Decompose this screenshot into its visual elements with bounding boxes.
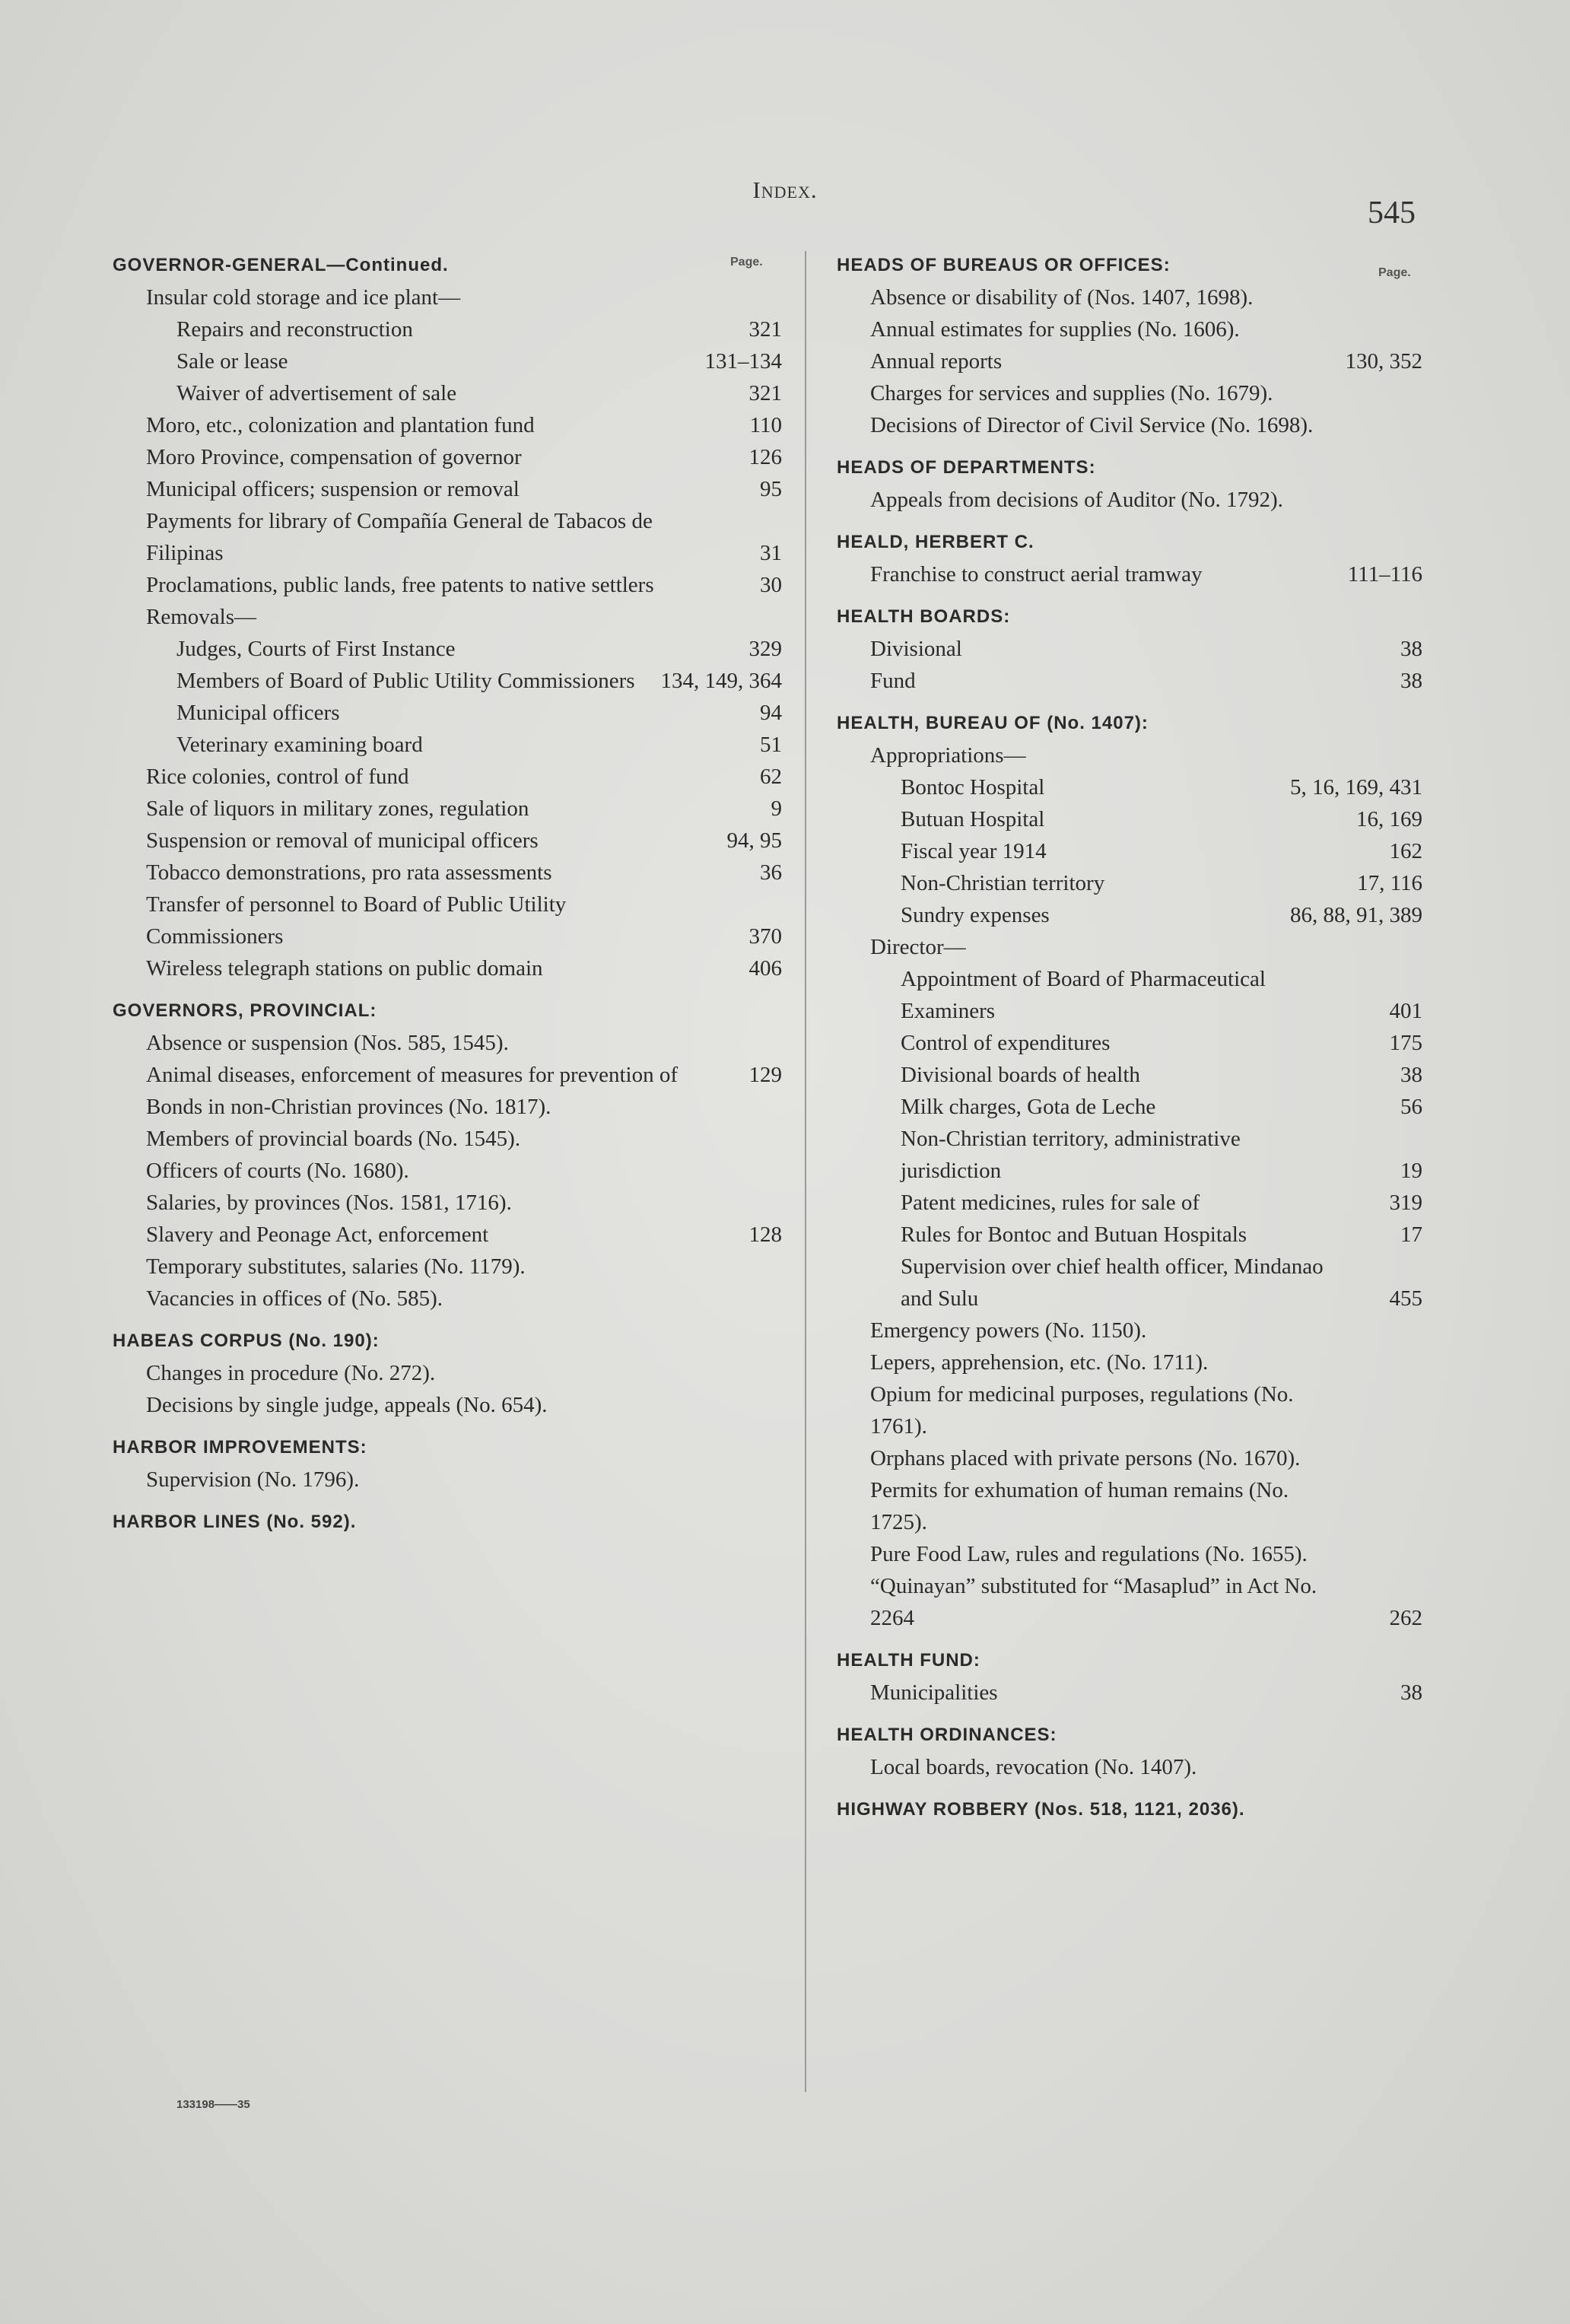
index-entry xyxy=(837,1123,1422,1187)
entry-text: Milk charges, Gota de Leche xyxy=(901,1095,1156,1119)
entry-text: Sale or lease xyxy=(176,349,288,374)
index-entry xyxy=(113,1187,782,1219)
index-entry xyxy=(837,1570,1422,1634)
index-entry xyxy=(837,345,1422,377)
index-entry xyxy=(837,1751,1422,1783)
entry-text: Officers of courts (No. 1680). xyxy=(146,1159,409,1183)
index-entry xyxy=(837,739,1422,771)
entry-text: Opium for medicinal purposes, regulations (No. 1761). xyxy=(870,1382,1294,1439)
index-heading xyxy=(113,1506,782,1538)
index-entry xyxy=(837,558,1422,590)
index-entry xyxy=(837,1442,1422,1474)
entry-pages: 9 xyxy=(771,796,782,821)
entry-text: Rice colonies, control of fund xyxy=(146,765,409,789)
entry-pages: 17 xyxy=(1400,1222,1422,1247)
entry-text: Non-Christian territory, administrative jurisdiction xyxy=(901,1127,1241,1183)
index-heading xyxy=(113,250,782,281)
entry-text: Fiscal year 1914 xyxy=(901,839,1047,863)
entry-pages: 38 xyxy=(1400,1680,1422,1705)
index-entry xyxy=(113,1059,782,1091)
entry-pages: 17, 116 xyxy=(1357,871,1422,895)
entry-text: Moro, etc., colonization and plantation fund xyxy=(146,413,535,437)
entry-text: Changes in procedure (No. 272). xyxy=(146,1361,436,1385)
entry-pages: 401 xyxy=(1389,999,1422,1023)
index-entry xyxy=(837,377,1422,409)
entry-text: Salaries, by provinces (Nos. 1581, 1716). xyxy=(146,1191,512,1215)
entry-text: Decisions by single judge, appeals (No. 654). xyxy=(146,1393,548,1417)
page-number: 545 xyxy=(1368,196,1416,230)
entry-text: Municipalities xyxy=(870,1680,998,1705)
entry-pages: 38 xyxy=(1400,669,1422,693)
entry-text: Wireless telegraph stations on public domain xyxy=(146,956,543,981)
entry-text: Members of provincial boards (No. 1545). xyxy=(146,1127,521,1151)
index-heading xyxy=(113,1325,782,1357)
entry-pages: 129 xyxy=(748,1063,782,1087)
entry-pages: 38 xyxy=(1400,637,1422,661)
entry-text: Tobacco demonstrations, pro rata assessments xyxy=(146,860,552,885)
entry-text: Non-Christian territory xyxy=(901,871,1105,895)
entry-text: Members of Board of Public Utility Commissioners xyxy=(176,669,635,693)
entry-text: Divisional xyxy=(870,637,962,661)
entry-text: Removals— xyxy=(146,605,256,629)
index-entry xyxy=(113,441,782,473)
entry-text: Payments for library of Compañía General de Tabacos de Filipinas xyxy=(146,509,653,565)
index-entry xyxy=(837,1251,1422,1315)
entry-text: HEALTH, BUREAU OF (No. 1407): xyxy=(837,713,1149,733)
index-entry xyxy=(837,1346,1422,1378)
entry-pages: 175 xyxy=(1389,1031,1422,1055)
index-entry xyxy=(113,665,782,697)
index-entry xyxy=(113,952,782,984)
entry-text: Municipal officers xyxy=(176,701,340,725)
entry-text: Charges for services and supplies (No. 1679). xyxy=(870,381,1273,405)
index-entry xyxy=(837,1538,1422,1570)
index-heading xyxy=(837,1794,1422,1826)
entry-text: Judges, Courts of First Instance xyxy=(176,637,456,661)
entry-text: GOVERNORS, PROVINCIAL: xyxy=(113,1000,377,1021)
index-entry xyxy=(113,377,782,409)
entry-text: Proclamations, public lands, free patents to native settlers xyxy=(146,573,654,597)
entry-text: “Quinayan” substituted for “Masaplud” in Act No. 2264 xyxy=(870,1574,1317,1630)
entry-pages: 321 xyxy=(748,317,782,342)
entry-text: Emergency powers (No. 1150). xyxy=(870,1318,1147,1343)
entry-pages: 131–134 xyxy=(704,349,782,374)
entry-text: Vacancies in offices of (No. 585). xyxy=(146,1286,443,1311)
entry-text: Bontoc Hospital xyxy=(901,775,1045,800)
index-entry xyxy=(113,409,782,441)
index-entry xyxy=(837,409,1422,441)
right-column xyxy=(837,239,1422,1826)
entry-pages: 30 xyxy=(760,573,782,597)
index-heading xyxy=(837,1645,1422,1677)
entry-text: HEALTH ORDINANCES: xyxy=(837,1725,1057,1745)
entry-text: HEALTH FUND: xyxy=(837,1650,980,1671)
entry-pages: 5, 16, 169, 431 xyxy=(1290,775,1422,800)
index-entry xyxy=(113,1219,782,1251)
index-entry xyxy=(113,1283,782,1315)
entry-pages: 329 xyxy=(748,637,782,661)
entry-text: Divisional boards of health xyxy=(901,1063,1140,1087)
entry-text: Annual reports xyxy=(870,349,1003,374)
entry-text: Supervision (No. 1796). xyxy=(146,1467,360,1492)
index-entry xyxy=(837,867,1422,899)
index-entry xyxy=(837,313,1422,345)
entry-text: Pure Food Law, rules and regulations (No. 1655). xyxy=(870,1542,1308,1566)
index-entry xyxy=(113,1357,782,1389)
entry-pages: 19 xyxy=(1400,1159,1422,1183)
entry-pages: 62 xyxy=(760,765,782,789)
entry-pages: 51 xyxy=(760,733,782,757)
entry-text: Moro Province, compensation of governor xyxy=(146,445,522,469)
index-entry xyxy=(113,633,782,665)
index-entry xyxy=(113,857,782,889)
index-entry xyxy=(113,1464,782,1496)
entry-text: HEALTH BOARDS: xyxy=(837,606,1011,627)
index-entry xyxy=(837,803,1422,835)
entry-text: Supervision over chief health officer, Mindanao and Sulu xyxy=(901,1254,1324,1311)
entry-text: Lepers, apprehension, etc. (No. 1711). xyxy=(870,1350,1209,1375)
index-entry xyxy=(837,1091,1422,1123)
entry-text: Butuan Hospital xyxy=(901,807,1045,831)
printer-signature: 133198——35 xyxy=(176,2098,250,2111)
index-entry xyxy=(113,473,782,505)
entry-text: Patent medicines, rules for sale of xyxy=(901,1191,1200,1215)
index-heading xyxy=(113,1432,782,1464)
entry-text: Decisions of Director of Civil Service (No. 1698). xyxy=(870,413,1314,437)
entry-text: Director— xyxy=(870,935,966,959)
running-title: Index. xyxy=(752,176,818,203)
entry-text: Orphans placed with private persons (No. 1670). xyxy=(870,1446,1301,1470)
index-entry xyxy=(837,1677,1422,1709)
entry-pages: 262 xyxy=(1389,1606,1422,1630)
entry-text: Control of expenditures xyxy=(901,1031,1111,1055)
entry-pages: 38 xyxy=(1400,1063,1422,1087)
entry-text: Municipal officers; suspension or removal xyxy=(146,477,520,501)
entry-text: HEADS OF DEPARTMENTS: xyxy=(837,457,1096,478)
index-entry xyxy=(837,1187,1422,1219)
index-heading xyxy=(837,526,1422,558)
entry-text: Rules for Bontoc and Butuan Hospitals xyxy=(901,1222,1247,1247)
index-entry xyxy=(837,281,1422,313)
entry-text: Appropriations— xyxy=(870,743,1026,768)
entry-pages: 95 xyxy=(760,477,782,501)
index-heading xyxy=(837,452,1422,484)
entry-pages: 94 xyxy=(760,701,782,725)
index-entry xyxy=(113,729,782,761)
index-entry xyxy=(113,1389,782,1421)
entry-pages: 321 xyxy=(748,381,782,405)
right-entry-list xyxy=(837,250,1422,1826)
index-entry xyxy=(113,281,782,313)
index-entry xyxy=(837,1474,1422,1538)
entry-text: Annual estimates for supplies (No. 1606). xyxy=(870,317,1240,342)
entry-pages: 134, 149, 364 xyxy=(660,669,782,693)
entry-text: Transfer of personnel to Board of Public Utility Commissioners xyxy=(146,892,567,949)
entry-pages: 16, 169 xyxy=(1356,807,1422,831)
index-entry xyxy=(837,1027,1422,1059)
entry-pages: 130, 352 xyxy=(1345,349,1422,374)
entry-text: Suspension or removal of municipal officers xyxy=(146,828,539,853)
entry-pages: 111–116 xyxy=(1347,562,1422,587)
left-column xyxy=(113,239,782,1538)
index-entry xyxy=(837,771,1422,803)
index-heading xyxy=(837,601,1422,633)
entry-pages: 110 xyxy=(749,413,782,437)
entry-text: Absence or disability of (Nos. 1407, 1698). xyxy=(870,285,1254,310)
entry-text: Repairs and reconstruction xyxy=(176,317,413,342)
index-entry xyxy=(837,899,1422,931)
index-entry xyxy=(113,569,782,601)
index-heading xyxy=(113,995,782,1027)
index-entry xyxy=(837,633,1422,665)
entry-text: Insular cold storage and ice plant— xyxy=(146,285,461,310)
entry-pages: 86, 88, 91, 389 xyxy=(1290,903,1422,927)
index-entry xyxy=(837,1219,1422,1251)
entry-pages: 126 xyxy=(748,445,782,469)
left-page-label: Page. xyxy=(730,256,763,269)
entry-pages: 406 xyxy=(748,956,782,981)
index-entry xyxy=(837,1378,1422,1442)
index-entry xyxy=(113,1027,782,1059)
index-heading xyxy=(837,250,1422,281)
index-entry xyxy=(837,835,1422,867)
entry-text: HARBOR IMPROVEMENTS: xyxy=(113,1437,367,1458)
index-entry xyxy=(837,963,1422,1027)
entry-text: HIGHWAY ROBBERY (Nos. 518, 1121, 2036). xyxy=(837,1799,1245,1820)
right-page-label: Page. xyxy=(1378,266,1411,279)
index-entry xyxy=(113,1091,782,1123)
entry-text: Animal diseases, enforcement of measures for prevention of xyxy=(146,1063,678,1087)
entry-pages: 31 xyxy=(760,541,782,565)
index-entry xyxy=(837,665,1422,697)
entry-text: HEADS OF BUREAUS OR OFFICES: xyxy=(837,255,1171,275)
entry-text: Franchise to construct aerial tramway xyxy=(870,562,1203,587)
entry-text: HARBOR LINES (No. 592). xyxy=(113,1512,357,1532)
entry-text: GOVERNOR-GENERAL—Continued. xyxy=(113,255,449,275)
entry-text: Appeals from decisions of Auditor (No. 1792). xyxy=(870,488,1283,512)
entry-pages: 56 xyxy=(1400,1095,1422,1119)
entry-text: Permits for exhumation of human remains (No. 1725). xyxy=(870,1478,1289,1534)
entry-text: Bonds in non-Christian provinces (No. 1817). xyxy=(146,1095,551,1119)
entry-text: Temporary substitutes, salaries (No. 1179). xyxy=(146,1254,526,1279)
entry-text: Sundry expenses xyxy=(901,903,1050,927)
index-heading xyxy=(837,707,1422,739)
index-entry xyxy=(837,1315,1422,1346)
index-entry xyxy=(837,484,1422,516)
entry-text: Slavery and Peonage Act, enforcement xyxy=(146,1222,489,1247)
entry-text: Sale of liquors in military zones, regulation xyxy=(146,796,529,821)
index-entry xyxy=(837,1059,1422,1091)
column-divider xyxy=(805,251,806,2092)
entry-text: Absence or suspension (Nos. 585, 1545). xyxy=(146,1031,509,1055)
index-entry xyxy=(113,1123,782,1155)
entry-text: Fund xyxy=(870,669,916,693)
entry-text: Veterinary examining board xyxy=(176,733,423,757)
index-entry xyxy=(113,313,782,345)
left-entry-list xyxy=(113,250,782,1538)
index-entry xyxy=(113,505,782,569)
entry-pages: 319 xyxy=(1389,1191,1422,1215)
entry-text: HABEAS CORPUS (No. 190): xyxy=(113,1330,380,1351)
entry-pages: 94, 95 xyxy=(726,828,782,853)
entry-text: Local boards, revocation (No. 1407). xyxy=(870,1755,1197,1779)
index-entry xyxy=(113,1251,782,1283)
entry-text: HEALD, HERBERT C. xyxy=(837,532,1034,552)
entry-text: Waiver of advertisement of sale xyxy=(176,381,457,405)
index-entry xyxy=(113,825,782,857)
index-entry xyxy=(113,1155,782,1187)
index-heading xyxy=(837,1719,1422,1751)
index-entry xyxy=(113,793,782,825)
index-entry xyxy=(837,931,1422,963)
entry-pages: 455 xyxy=(1389,1286,1422,1311)
index-entry xyxy=(113,601,782,633)
entry-pages: 370 xyxy=(748,924,782,949)
index-entry xyxy=(113,889,782,952)
entry-text: Appointment of Board of Pharmaceutical Examiners xyxy=(901,967,1266,1023)
entry-pages: 162 xyxy=(1389,839,1422,863)
entry-pages: 36 xyxy=(760,860,782,885)
index-entry xyxy=(113,345,782,377)
entry-pages: 128 xyxy=(748,1222,782,1247)
index-entry xyxy=(113,761,782,793)
index-entry xyxy=(113,697,782,729)
